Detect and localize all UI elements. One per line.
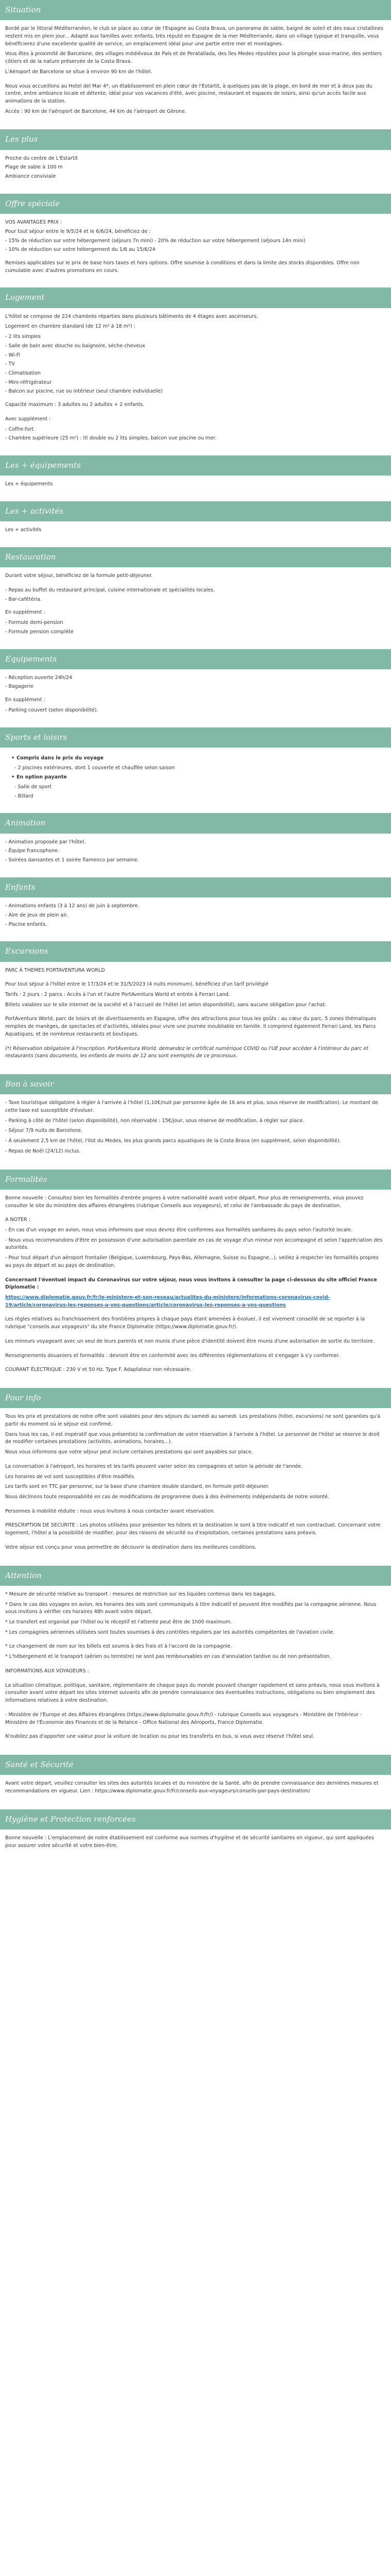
attention-section xyxy=(0,1586,391,1745)
excursions-line: Pour tout séjour à l'hôtel entre le 17/3/24 et le 31/5/2023 (4 nuits minimum), bénéficiez d'un tarif privilégié xyxy=(5,981,269,988)
section-header-excursions: Excursions xyxy=(0,941,391,961)
form-line: A NOTER : xyxy=(5,1217,30,1223)
logement-intro: L'hôtel se compose de 224 chambres réparties dans plusieurs bâtiments de 4 étages avec ascenseurs. xyxy=(5,313,258,319)
form-line: - En cas d'un voyage en avion, nous vous informons que vous devrez être conformes aux formalités sanitaires du pays selon l'autorité locale. xyxy=(5,1227,353,1233)
attention-line: La situation climatique, politique, sanitaire, réglementaire de chaque pays du monde pouvant changer rapidement et sans préavis, nous vous invitons à consulter avant votre départ les sites internet suivants afin de prendre connaissance des éventuelles instructions, obligations ou bien simplement des informations relatives à votre destination. xyxy=(5,1682,380,1704)
form-line: COURANT ÉLECTRIQUE : 230 V et 50 Hz. Type F. Adaptateur non nécessaire. xyxy=(5,1367,191,1373)
logement-capacity: Capacité maximum : 3 adultes ou 2 adultes + 2 enfants. xyxy=(5,402,144,408)
situation-text-1: Bordé par le littoral Méditerranéen, le club se place au cœur de l'Espagne au Costa Brava, un panorama de sable, baigné de soleil et des eaux cristallines restent mis en plein jour... Adapté aux familles avec enfants, très réputé en Espagne de la mer Méditerranée, dans un village typique et tranquille, vous bénéficierez d'une excellente qualité de service, un emplacement idéal pour une partie entre mer et montagnes. xyxy=(5,26,384,47)
coronavirus-link[interactable]: https://www.diplomatie.gouv.fr/fr/le-ministere-et-son-reseau/actualites-du-ministere/informations-coronavirus-covid-19/article/coronavirus-les-reponses-a-vos-questions/article/coronavirus-les-reponses-a-vos-questions xyxy=(5,1295,330,1308)
equipements-plus-section xyxy=(0,476,391,492)
bon-a-savoir-section xyxy=(0,1094,391,1160)
equipements-item: - Bagagerie xyxy=(5,684,34,690)
excursions-line: PortAventura World, parc de loisirs et de divertissements en Espagne, offre des attractions pour tous les goûts : au cœur du parc, 5 zones thématiques remplies de manèges, de spectacles et d'activités, idéales pour vivre une journée inoubliable en famille. Il comprend également Ferrari Land, les Parcs Aquatiques, et de nombreux restaurants et boutiques. xyxy=(5,1016,377,1037)
activites-plus-text: Les + activités xyxy=(5,527,42,533)
section-header-sports: Sports et loisirs xyxy=(0,727,391,748)
hygiene-text: Bonne nouvelle : L'emplacement de notre établissement est conforme aux normes d'hygiène et de sécurité sanitaires en vigueur, qui sont appliquées pour assurer votre sécurité et votre bien-être. xyxy=(5,1835,374,1849)
animation-item: - Animation proposée par l'hôtel. xyxy=(5,839,86,845)
sports-item: - 2 piscines extérieures, dont 1 couverte et chauffée selon saison xyxy=(14,765,175,771)
section-header-plus: Les plus xyxy=(0,129,391,149)
offre-line: Remises applicables sur le prix de base hors taxes et hors options. Offre soumise à conditions et dans la limite des stocks disponibles. Offre non cumulable avec d'autres promotions en cours. xyxy=(5,260,360,274)
plus-section xyxy=(0,150,391,184)
form-line: - Pour tout départ d'un aéroport frontalier (Belgique, Luxembourg, Pays-Bas, Allemagne, Suisse ou Espagne...), veillez à respecter les formalités propres au pays de départ et au pays de destination. xyxy=(5,1255,379,1268)
bon-line: - Taxe touristique obligatoire à régler à l'arrivée à l'hôtel (1,10€/nuit par personne âgée de 16 ans et plus, sous réserve de modification). Le montant de cette taxe est susceptible d'évoluer. xyxy=(5,1100,378,1113)
info-line: Les tarifs sont en TTC par personne, sur la base d'une chambre double standard, en formule petit-déjeuner. xyxy=(5,1484,269,1490)
logement-item: - 2 lits simples xyxy=(5,334,41,340)
offre-line: VOS AVANTAGES PRIX : xyxy=(5,219,62,226)
section-header-sante: Santé et Sécurité xyxy=(0,1755,391,1775)
animation-section xyxy=(0,834,391,868)
logement-item: - Wi-Fi xyxy=(5,352,21,358)
situation-text-2: Vous êtes à proximité de Barcelone, des villages médiévaux de Pals et de Peratallada, des îles Medes réputées pour la plongée sous-marine, des sentiers côtiers et de la nature préservée de la Costa Brava. xyxy=(5,51,382,65)
logement-item: - Mini-réfrigérateur xyxy=(5,379,52,385)
section-header-animation: Animation xyxy=(0,813,391,833)
sante-text: Avant votre départ, veuillez consulter les sites des autorités locales et du ministère de la Santé, afin de prendre connaissance des dernières mesures et recommandations en vigueur. Lien : https://www.diplomatie.gouv.fr/fr/conseils-aux-voyageurs/conseils-par-pays-destination/ xyxy=(5,1781,379,1794)
form-line: Les règles relatives au franchissement des frontières propres à chaque pays étant amenées à évoluer, il est vivement conseillé de se reporter à la rubrique "conseils aux voyageurs" du site France Diplomatie (https://www.diplomatie.gouv.fr/). xyxy=(5,1316,365,1330)
equipements-item: - Réception ouverte 24h/24 xyxy=(5,674,72,681)
plus-item: Proche du centre de L'Estartit xyxy=(5,155,78,161)
info-line: La conversation à l'aéroport, les horaires et les tarifs peuvent varier selon les compagnies et selon la période de l'année. xyxy=(5,1463,303,1469)
sante-section xyxy=(0,1775,391,1800)
section-header-hygiene: Hygiène et Protection renforcées xyxy=(0,1809,391,1829)
logement-supplement: Avec supplément : xyxy=(5,416,51,422)
section-header-activites-plus: Les + activités xyxy=(0,501,391,521)
info-line: Tous les prix et prestations de notre offre sont valables pour des séjours du samedi au samedi. Les prestations (hôtel, excursions) ne sont garanties qu'à partir du moment où le séjour est confirmé. xyxy=(5,1414,381,1427)
attention-line: - Ministère de l'Europe et des Affaires étrangères (https://www.diplomatie.gouv.fr/fr/) - rubrique Conseils aux voyageurs - Ministère de l'Intérieur - Ministère de l'Économie des Finances et de la Relance - Office National des Aéroports, France Diplomatie. xyxy=(5,1711,362,1725)
equipements-section xyxy=(0,669,391,718)
attention-line: N'oubliez pas d'apporter une valeur pour la voiture de location ou pour les transferts en bus, si vous avez réservé l'hôtel seul. xyxy=(5,1734,315,1740)
excursions-line: (*) Réservation obligatoire à l'inscription. PortAventura World, demandez le certificat numérique COVID ou l'UE pour accéder à l'intérieur du parc et restaurants (sans documents, les enfants de moins de 12 ans sont exemptés de ce processus. xyxy=(5,1045,369,1059)
situation-text-5: Accès : 90 km de l'aéroport de Barcelone, 44 km de l'aéroport de Gérone. xyxy=(5,108,187,114)
section-header-situation: Situation xyxy=(0,0,391,20)
logement-item: - TV xyxy=(5,361,15,367)
attention-line: INFORMATIONS AUX VOYAGEURS : xyxy=(5,1668,89,1674)
form-line: Bonne nouvelle : Consultez bien les formalités d'entrée propres à votre nationalité avant votre départ. Pour plus de renseignements, vous pouvez consulter le site du ministère des affaires étrangères (rubrique Conseils aux voyageurs), et celui de l'ambassade du pays de destination. xyxy=(5,1195,364,1209)
logement-item: - Climatisation xyxy=(5,370,41,376)
enfants-item: - Piscine enfants. xyxy=(5,921,47,927)
form-line: Renseignements douaniers et formalités : devront être en conformité avec les différentes réglementations et s'engager à s'y conformer. xyxy=(5,1352,340,1359)
excursions-line: Tarifs : 2 jours : 2 parcs : Accès à l'un et l'autre PortAventura World et entrée à Ferrari Land. xyxy=(5,991,230,997)
excursions-subtitle: PARC À THEMES PORTAVENTURA WORLD xyxy=(5,967,105,973)
attention-line: * L'hébergement et le transport (aérien ou terrestre) ne sont pas remboursables en cas d'annulation tardive ou de non présentation. xyxy=(5,1654,331,1660)
attention-line: * Le transfert est organisé par l'hôtel ou le réceptif et l'attente peut être de 1h00 maximum. xyxy=(5,1619,232,1625)
attention-line: * Le changement de nom sur les billets est soumis à des frais et à l'accord de la compagnie. xyxy=(5,1643,232,1650)
section-header-pour-info: Pour info xyxy=(0,1388,391,1408)
excursions-section xyxy=(0,962,391,1065)
info-line: Nous vous informons que votre séjour peut inclure certaines prestations qui sont payables sur place. xyxy=(5,1449,253,1455)
excursions-line: Billets valables sur le site internet de la société et à l'accueil de l'hôtel (et selon disponibilité), sans aucune obligation pour l'achat. xyxy=(5,1002,327,1008)
sports-list xyxy=(5,755,386,762)
logement-item: - Coffre-fort xyxy=(5,426,34,432)
logement-section xyxy=(0,308,391,446)
sports-item: - Billard xyxy=(14,793,34,799)
equipements-item: - Parking couvert (selon disponibilité). xyxy=(5,707,99,713)
info-line: Dans tous les cas, il est impératif que vous présentiez la confirmation de votre réservation à l'arrivée à l'hôtel. Le personnel de l'hôtel se réserve le droit de modifier certaines prestations (activités, animations, horaires...). xyxy=(5,1431,380,1445)
section-header-enfants: Enfants xyxy=(0,877,391,897)
plus-item: Ambiance conviviale xyxy=(5,174,56,180)
sports-item: - Salle de sport xyxy=(14,784,52,790)
animation-item: - Équipe francophone. xyxy=(5,848,59,854)
restauration-item: - Formule demi-pension xyxy=(5,620,63,626)
sports-section xyxy=(0,748,391,804)
restauration-item: - Repas au buffet du restaurant principal, cuisine internationale et spécialités locales. xyxy=(5,587,215,593)
sports-heading-option: • En option payante xyxy=(11,774,386,782)
equipements-plus-text: Les + équipements xyxy=(5,481,53,487)
hygiene-section xyxy=(0,1829,391,1854)
activites-plus-section xyxy=(0,521,391,538)
logement-item: - Balcon sur piscine, rue ou intérieur (seul chambre individuelle) xyxy=(5,388,163,395)
sports-heading-included: • Compris dans le prix du voyage xyxy=(11,755,386,762)
info-line: Les horaires de vol sont susceptibles d'être modifiés. xyxy=(5,1473,136,1480)
attention-line: * Les compagnies aériennes utilisées sont toutes soumises à des contrôles réguliers par les autorités compétentes de l'aviation civile. xyxy=(5,1629,335,1635)
bon-line: - À seulement 2,5 km de l'hôtel, l'Ilot du Medes, les plus grands parcs aquatiques de la Costa Brava (en supplément, selon disponibilité). xyxy=(5,1138,341,1144)
offre-line: - 10% de réduction sur votre hébergement du 1/6 au 15/6/24 xyxy=(5,247,156,253)
situation-text-4: Nous vous accueillons au Hotel del Mar 4*, un établissement en plein cœur de l'Estartit, à quelques pas de la plage, en bord de mer et à deux pas du centre, entre ambiance locale et détente, idéal pour vos vacances d'été, avec piscine, restaurant et espaces de loisirs, ainsi qu'un accès facile aux animations de la station. xyxy=(5,83,372,104)
enfants-section xyxy=(0,897,391,932)
form-line: Concernant l'éventuel impact du Coronavirus sur votre séjour, nous vous invitons à consulter la page ci-dessous du site officiel France Diplomatie : xyxy=(5,1277,377,1291)
section-header-bon-a-savoir: Bon à savoir xyxy=(0,1074,391,1094)
restauration-item: - Formule pension complète xyxy=(5,629,74,635)
form-line: - Nous vous recommandons d'être en possession d'une autorisation parentale en cas de voyage d'un mineur non accompagné et selon l'appréciation des autorités. xyxy=(5,1237,383,1251)
situation-text-3: L'Aéroport de Barcelone se situe à environ 90 km de l'hôtel. xyxy=(5,69,153,75)
bon-line: - Repas de Noël (24/12) inclus. xyxy=(5,1148,80,1154)
pour-info-section xyxy=(0,1408,391,1556)
info-line: Votre séjour est conçu pour vous permettre de découvrir la destination dans les meilleures conditions. xyxy=(5,1544,257,1550)
bon-line: - Séjour 7/9 nuits de Barcelone. xyxy=(5,1128,83,1134)
logement-standard: Logement en chambre standard (de 12 m² à 18 m²) : xyxy=(5,324,136,330)
section-header-equipements: Equipements xyxy=(0,649,391,669)
offre-line: - 15% de réduction sur votre hébergement (séjours 7n mini) - 20% de réduction sur votre hébergement (séjours 14n mini) xyxy=(5,238,306,244)
logement-item: - Chambre supérieure (25 m²) : lit double ou 2 lits simples, balcon vue piscine ou mer. xyxy=(5,435,217,442)
plus-item: Plage de sable à 100 m xyxy=(5,164,63,171)
bon-line: - Parking à côté de l'hôtel (selon disponibilité), non réservable : 15€/jour, sous réserve de modification, à régler sur place. xyxy=(5,1117,304,1124)
section-header-equipements-plus: Les + équipements xyxy=(0,455,391,476)
section-header-offre: Offre spéciale xyxy=(0,194,391,214)
info-line: PRESCRIPTION DE SECURITE : Les photos utilisées pour présenter les hôtels et la destination le sont à titre indicatif et non contractuel. Concernant votre logement, l'hôtel a la possibilité de modifier, pour des raisons de sécurité ou d'exploitation, certaines prestations sans préavis. xyxy=(5,1522,381,1536)
formalites-section xyxy=(0,1190,391,1379)
section-header-formalites: Formalités xyxy=(0,1170,391,1190)
restauration-intro: Durant votre séjour, bénéficiez de la formule petit-déjeuner. xyxy=(5,573,153,579)
restauration-item: - Bar-cafétéria. xyxy=(5,596,42,602)
offre-section xyxy=(0,214,391,278)
sports-list-option xyxy=(5,774,386,782)
situation-section xyxy=(0,20,391,120)
section-header-logement: Logement xyxy=(0,287,391,308)
equipements-supplement: En supplément : xyxy=(5,697,45,703)
form-line: Les mineurs voyageant avec un seul de leurs parents et non munis d'une pièce d'identité doivent être munis d'une autorisation de sortie du territoire. xyxy=(5,1338,374,1344)
offre-line: Pour tout séjour entre le 9/5/24 et le 6/6/24, bénéficiez de : xyxy=(5,228,151,234)
info-line: Personnes à mobilité réduite : nous vous invitons à nous contacter avant réservation. xyxy=(5,1508,215,1514)
animation-item: - Soirées dansantes et 1 soirée flamenco par semaine. xyxy=(5,857,139,863)
section-header-restauration: Restauration xyxy=(0,547,391,567)
enfants-item: - Animations enfants (3 à 12 ans) de juin à septembre. xyxy=(5,903,140,909)
section-header-attention: Attention xyxy=(0,1566,391,1586)
restauration-section xyxy=(0,567,391,639)
attention-line: * Mesure de sécurité relative au transport : mesures de restriction sur les liquides contenus dans les bagages. xyxy=(5,1591,276,1597)
restauration-supplement: En supplément : xyxy=(5,609,45,616)
info-line: Nous déclinons toute responsabilité en cas de modifications de programme dues à des événements indépendants de notre volonté. xyxy=(5,1494,330,1500)
enfants-item: - Aire de jeux de plein air. xyxy=(5,912,68,918)
logement-item: - Salle de bain avec douche ou baignoire, sèche-cheveux xyxy=(5,343,145,349)
attention-line: * Dans le cas des voyages en avion, les horaires des vols sont communiqués à titre indicatif et peuvent être modifiés par la compagnie aérienne. Nous vous invitons à vérifier ces horaires 48h avant votre départ. xyxy=(5,1601,377,1615)
